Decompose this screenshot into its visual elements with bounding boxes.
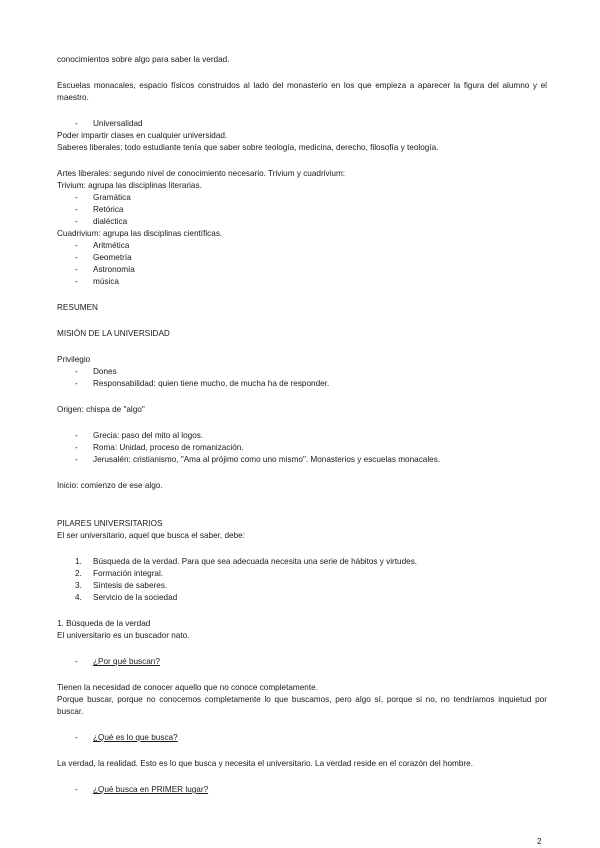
list-item [57, 556, 547, 568]
answer-1-line-2: Porque buscar, porque no conocemos completamente lo que buscamos, pero algo sí, porque si no, no tendríamos inquietud por buscar. [57, 695, 547, 716]
question-1-list [57, 656, 547, 668]
escuelas-paragraph: Escuelas monacales, espacio físicos construidos al lado del monasterio en los que empieza a aparecer la figura del alumno y el maestro. [57, 81, 547, 102]
list-item: - Geometría [57, 252, 547, 264]
list-item: - Responsabilidad: quien tiene mucho, de mucha ha de responder. [57, 378, 547, 390]
list-number: 1. [75, 557, 82, 566]
pilares-heading: PILARES UNIVERSITARIOS [57, 519, 163, 528]
list-item: - Jerusalén: cristianismo, "Ama al prójimo como uno mismo". Monasterios y escuelas monacales. [57, 454, 547, 466]
list-item: - Dones [57, 366, 547, 378]
cuadrivium-list [57, 240, 547, 288]
list-item [57, 656, 547, 668]
universalidad-list [57, 118, 547, 130]
list-item: - Gramática [57, 192, 547, 204]
list-item [57, 568, 547, 580]
origen-list [57, 430, 547, 466]
artes-liberales-line: Artes liberales: segundo nivel de conocimiento necesario. Trivium y cuadrivium: [57, 169, 346, 178]
pilares-list [57, 556, 547, 604]
resumen-heading: RESUMEN [57, 303, 98, 312]
trivium-list [57, 192, 547, 228]
inicio-line: Inicio: comienzo de ese algo. [57, 481, 163, 490]
question-que-es: ¿Qué es lo que busca? [93, 733, 178, 742]
list-item: - dialéctica [57, 216, 547, 228]
privilegio-list [57, 366, 547, 390]
question-3-list [57, 784, 547, 796]
list-item: - música [57, 276, 547, 288]
list-text: Búsqueda de la verdad. Para que sea adecuada necesita una serie de hábitos y virtudes. [93, 557, 418, 566]
cuadrivium-line: Cuadrivium: agrupa las disciplinas científicas. [57, 229, 223, 238]
list-item: - Aritmética [57, 240, 547, 252]
list-item: - Universalidad [57, 118, 547, 130]
page-number: 2 [537, 837, 542, 846]
universalidad-line-1: Poder impartir clases en cualquier universidad. [57, 131, 228, 140]
answer-1-line-1: Tienen la necesidad de conocer aquello que no conoce completamente. [57, 683, 318, 692]
question-2-list [57, 732, 547, 744]
list-item [57, 580, 547, 592]
list-item: - Astronomía [57, 264, 547, 276]
list-number: 2. [75, 569, 82, 578]
list-number: 3. [75, 581, 82, 590]
list-item: - Grecia: paso del mito al logos. [57, 430, 547, 442]
answer-2: La verdad, la realidad. Esto es lo que busca y necesita el universitario. La verdad reside en el corazón del hombre. [57, 759, 473, 768]
universalidad-line-2: Saberes liberales: todo estudiante tenía que saber sobre teología, medicina, derecho, filosofía y teología. [57, 143, 439, 152]
privilegio-heading: Privilegio [57, 355, 91, 364]
question-primer-lugar: ¿Qué busca en PRIMER lugar? [93, 785, 209, 794]
list-item [57, 784, 547, 796]
list-text: Servicio de la sociedad [93, 593, 178, 602]
list-number: 4. [75, 593, 82, 602]
list-text: Síntesis de saberes. [93, 581, 168, 590]
intro-line: conocimientos sobre algo para saber la verdad. [57, 55, 230, 64]
list-item [57, 592, 547, 604]
busqueda-line: El universitario es un buscador nato. [57, 631, 190, 640]
busqueda-heading: 1. Búsqueda de la verdad [57, 619, 151, 628]
page-content [57, 54, 547, 796]
list-text: Formación integral. [93, 569, 164, 578]
origen-heading: Origen: chispa de "algo" [57, 405, 145, 414]
mision-heading: MISIÓN DE LA UNIVERSIDAD [57, 329, 170, 338]
trivium-line: Trivium: agrupa las disciplinas literarias. [57, 181, 202, 190]
pilares-subtitle: El ser universitario, aquel que busca el saber, debe: [57, 531, 245, 540]
list-item: - Retórica [57, 204, 547, 216]
question-por-que: ¿Por qué buscan? [93, 657, 160, 666]
list-item: - Roma: Unidad, proceso de romanización. [57, 442, 547, 454]
list-item [57, 732, 547, 744]
